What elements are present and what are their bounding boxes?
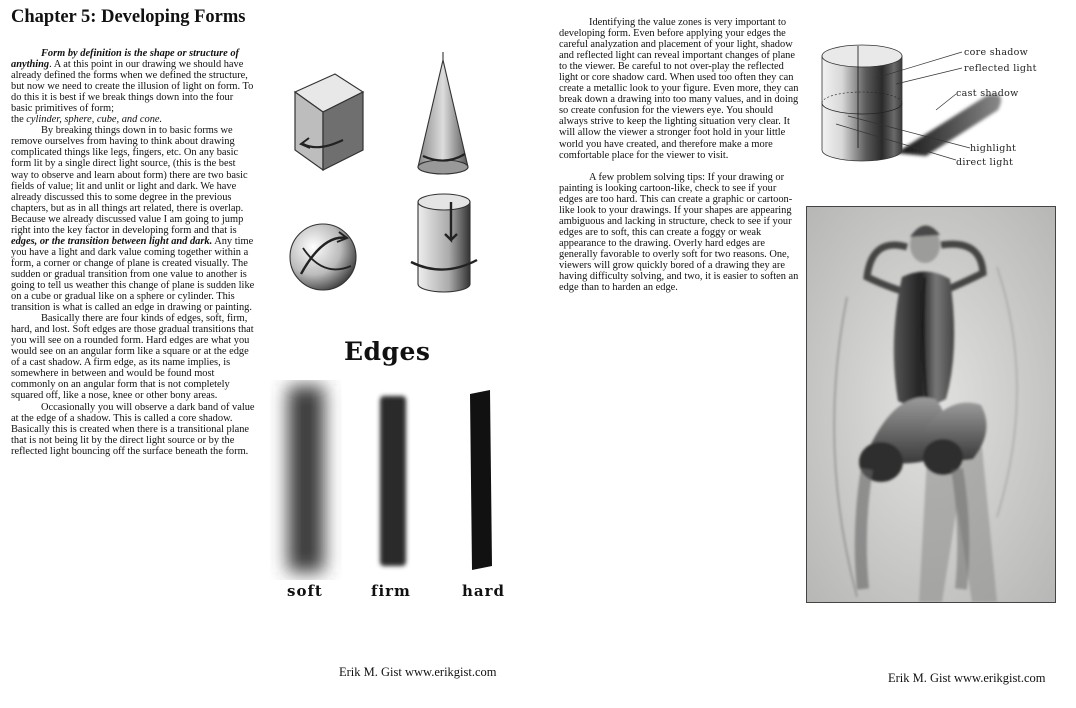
reflected-light-pointer <box>896 68 962 84</box>
highlight-label: highlight <box>970 143 1017 154</box>
paragraph-form-definition <box>11 48 255 125</box>
edge-strokes-illustration <box>262 380 512 580</box>
paragraph-edge-kinds: Basically there are four kinds of edges, soft, firm, hard, and lost. Soft edges are those gradual transitions that you will see on a rounded form. Hard edges are what you would see on an angular form like a square or at the edge of a cast shadow. A firm edge, as its name implies, is somewhere in between and would be found most commonly on an angular form that is not completely squared off, like a nose, knee or other bony areas. <box>11 313 254 402</box>
cylinder-sketch <box>411 194 477 292</box>
hard-edge-stroke <box>470 390 492 570</box>
soft-edge-stroke <box>288 386 324 572</box>
cast-shadow-label: cast shadow <box>956 88 1019 99</box>
figure-drawing-image <box>806 206 1056 603</box>
paragraph-basic-forms <box>11 125 255 313</box>
right-text-column <box>559 17 802 293</box>
seated-figure-sketch <box>807 207 1055 602</box>
form-definition-text: . A at this point in our drawing we should have already defined the forms when we defined the structure, but now we need to create the illusion of light on form. To do this it is best if we break things down into the four basic primitives of form; <box>11 59 254 115</box>
chapter-title: Chapter 5: Developing Forms <box>11 7 246 27</box>
primitives-lead: the <box>11 114 27 126</box>
reflected-light-label: reflected light <box>964 63 1037 74</box>
left-text-column <box>11 48 255 457</box>
paragraph-value-zones: Identifying the value zones is very important to developing form. Even before applying your edges the careful analyzation and placement of your light, shadow and reflected light can reveal important changes of plane to the viewer. Be careful to not over-play the reflected light or core shadow card. When used too often they can create a metallic look to your figure. Even more, they can break down a drawing into too many values, and in doing so create confusion for the viewers eye. You should always strive to keep the lighting situation very clear. It will allow the viewer a stronger foot hold in your little world you have created, and therefore make a more comfortable place for the viewer to visit. <box>559 17 799 161</box>
paragraph-core-shadow: Occasionally you will observe a dark band of value at the edge of a shadow. This is called a core shadow. Basically this is created when there is a transitional plane that is not being lit by the direct light source or by the reflected light bouncing off the surface beneath the form. <box>11 401 255 457</box>
cylinder-body <box>822 56 902 161</box>
cube-sketch <box>295 74 363 170</box>
left-footer: Erik M. Gist www.erikgist.com <box>339 665 497 679</box>
cylinder-top <box>822 45 902 67</box>
edges-explanation: Any time you have a light and dark value coming together within a form, a corner or change of plane is created visually. The sudden or gradual transition from one value to another is going to tell us weather this change of plane is sudden like on a cube or gradual like on a sphere or cylinder. This transition is what is called an edge in drawing or painting. <box>11 235 255 314</box>
direct-light-label: direct light <box>956 157 1014 168</box>
basic-forms-text: By breaking things down in to basic forms we remove ourselves from having to think about drawing complicated things like legs, fingers, etc. On any basic form lit by a single direct light source, (this is the best way to observe and learn about form) there are two basic fields of value; lit and unlit or light and dark. We have already discussed this to some degree in the previous chapters, but as in all things art related, there is overlap. Because we already discussed value I am going to jump right into the key factor in developing form and that is <box>11 125 248 236</box>
firm-edge-stroke <box>380 396 406 566</box>
form-definition-lead: Form by definition is the shape or structure of anything <box>11 48 240 71</box>
firm-edge-label: firm <box>371 582 411 600</box>
soft-edge-label: soft <box>287 582 323 600</box>
right-page <box>538 0 1076 708</box>
paragraph-problem-solving: A few problem solving tips: If your drawing or painting is looking cartoon-like, check to see if your edges are too hard. This can create a graphic or cartoon-like look to your drawings. If your shapes are appearing ambiguous and lacking in structure, check to see if your edges are to soft, this can create a foggy or weak appearance to the drawing. Overly hard edges are generally favorable to overly soft for two reasons. One, viewers will grow quickly bored of a drawing they are having difficulty solving, and two, it is easier to soften an edge than to harden an edge. <box>559 171 799 294</box>
hard-edge-label: hard <box>462 582 506 600</box>
primitive-forms-sketch <box>283 52 493 317</box>
core-shadow-label: core shadow <box>964 47 1029 58</box>
right-footer: Erik M. Gist www.erikgist.com <box>888 671 1046 685</box>
edges-heading: Edges <box>344 337 431 366</box>
cone-sketch <box>418 52 468 174</box>
primitives-list: cylinder, sphere, cube, and cone. <box>26 114 163 126</box>
sphere-sketch <box>290 224 356 290</box>
cast-shadow-pointer <box>936 94 956 110</box>
edges-emphasis: edges, or the transition between light and dark. <box>11 235 213 247</box>
